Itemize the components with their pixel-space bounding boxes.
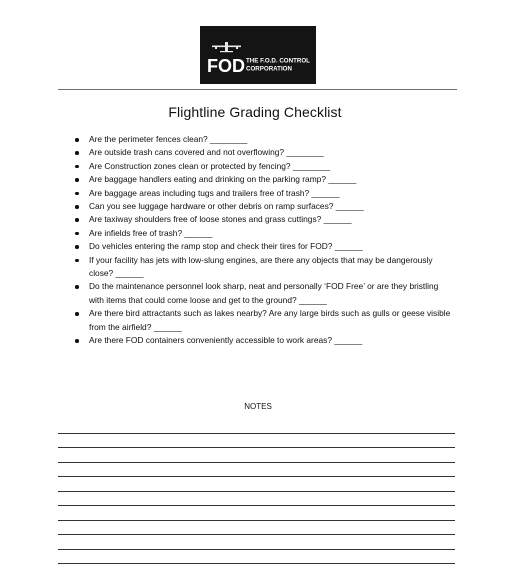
checklist-item-text: If your facility has jets with low-slung engines, are there any objects that may be dangerously close? ______ xyxy=(89,254,433,279)
checklist-item xyxy=(74,307,454,334)
checklist-item-text: Are baggage areas including tugs and trailers free of trash? ______ xyxy=(89,187,340,198)
checklist-item-text: Are there FOD containers conveniently accessible to work areas? ______ xyxy=(89,335,363,346)
bullet xyxy=(75,151,79,155)
checklist-item-text: Are infields free of trash? ______ xyxy=(89,227,213,238)
checklist-item xyxy=(74,173,454,186)
checklist-item-text: Are Construction zones clean or protected by fencing? ________ xyxy=(89,160,331,171)
bullet xyxy=(75,285,79,289)
checklist-item xyxy=(74,213,454,226)
logo-line-2: CORPORATION xyxy=(246,65,292,73)
checklist-item xyxy=(74,240,454,253)
checklist-item xyxy=(74,160,454,173)
notes-heading: NOTES xyxy=(244,402,272,411)
checklist-item xyxy=(74,280,454,307)
notes-line xyxy=(58,447,455,448)
bullet xyxy=(75,178,79,182)
bullet xyxy=(75,192,79,196)
bullet xyxy=(75,165,79,169)
aircraft-icon xyxy=(200,26,316,84)
checklist-item-text: Are outside trash cans covered and not overflowing? ________ xyxy=(89,147,324,158)
bullet xyxy=(75,218,79,222)
bullet xyxy=(75,245,79,249)
notes-line xyxy=(58,505,455,506)
checklist-item xyxy=(74,200,454,213)
checklist-item-text: Are baggage handlers eating and drinking on the parking ramp? ______ xyxy=(89,174,357,185)
checklist-item-text: Are the perimeter fences clean? ________ xyxy=(89,134,248,144)
header-divider xyxy=(58,89,457,90)
bullet xyxy=(75,339,79,343)
checklist-item-text: Are taxiway shoulders free of loose stones and grass cuttings? ______ xyxy=(89,214,352,225)
notes-line xyxy=(58,549,455,550)
notes-line xyxy=(58,491,455,492)
notes-line xyxy=(58,476,455,477)
bullet xyxy=(75,138,79,142)
checklist-item xyxy=(74,133,454,146)
notes-line xyxy=(58,433,455,434)
bullet xyxy=(75,205,79,209)
notes-line xyxy=(58,462,455,463)
bullet xyxy=(75,259,79,263)
notes-line xyxy=(58,520,455,521)
checklist-item xyxy=(74,254,454,281)
bullet xyxy=(75,232,79,236)
bullet xyxy=(75,312,79,316)
notes-line xyxy=(58,563,455,564)
checklist xyxy=(74,133,454,348)
fod-control-logo xyxy=(200,26,316,84)
checklist-item xyxy=(74,334,454,347)
checklist-item xyxy=(74,227,454,240)
checklist-item-text: Can you see luggage hardware or other debris on ramp surfaces? ______ xyxy=(89,201,364,212)
checklist-item-text: Do vehicles entering the ramp stop and check their tires for FOD? ______ xyxy=(89,241,363,252)
checklist-item-text: Are there bird attractants such as lakes nearby? Are any large birds such as gulls or geese visible from the airfield? ______ xyxy=(89,308,451,332)
checklist-item xyxy=(74,146,454,159)
page-title: Flightline Grading Checklist xyxy=(168,104,342,120)
logo-line-1: THE F.O.D. CONTROL xyxy=(246,57,310,65)
logo-mark: FOD xyxy=(207,56,245,76)
notes-line xyxy=(58,534,455,535)
checklist-item xyxy=(74,187,454,200)
checklist-item-text: Do the maintenance personnel look sharp, neat and personally ‘FOD Free’ or are they bristling with items that could come loose and get to the ground? ______ xyxy=(89,281,439,305)
